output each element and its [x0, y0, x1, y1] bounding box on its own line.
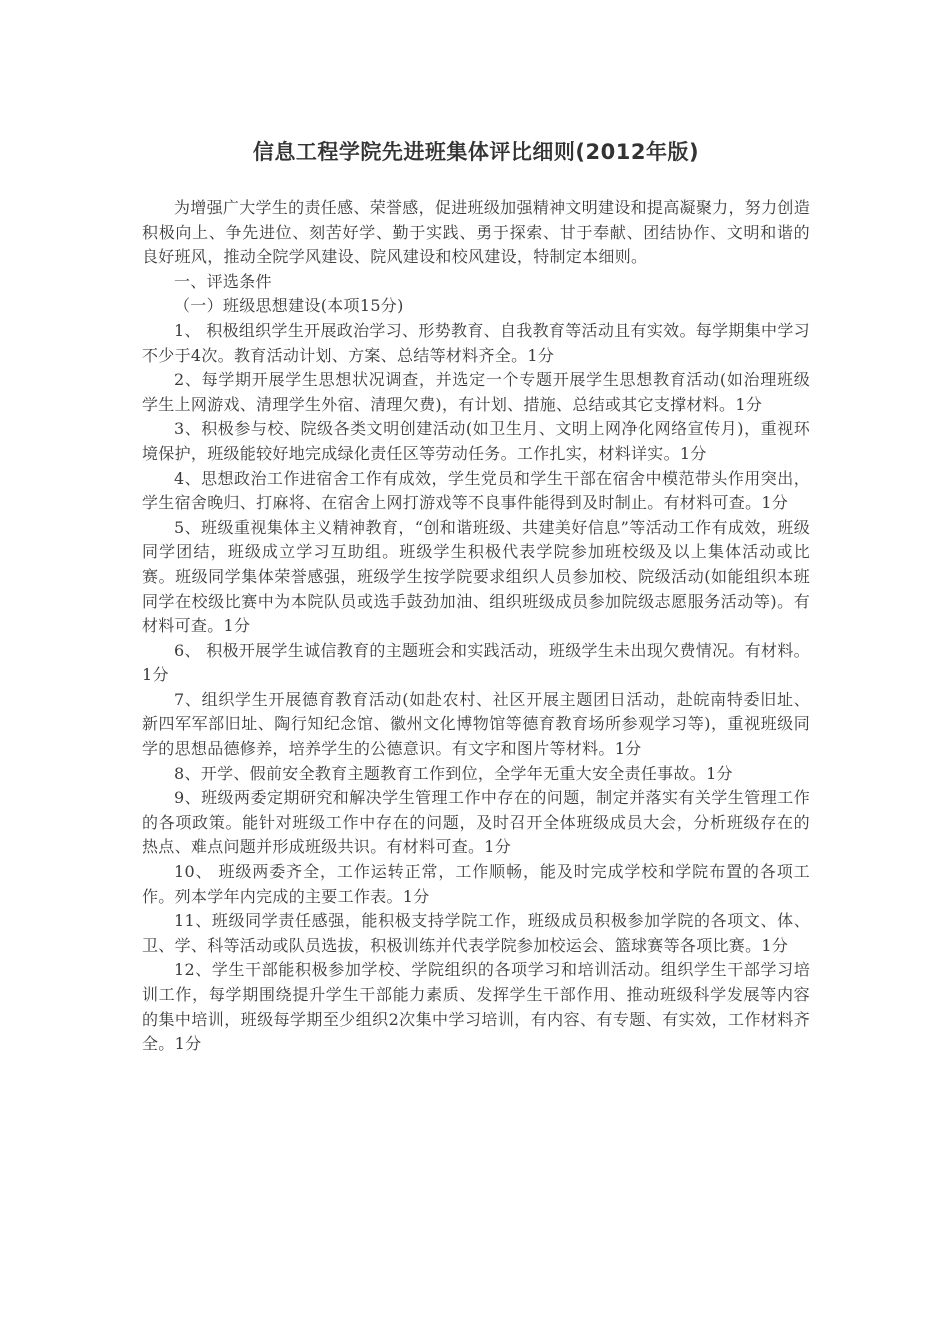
list-item: 7、组织学生开展德育教育活动(如赴农村、社区开展主题团日活动，赴皖南特委旧址、新四军军部旧址、陶行知纪念馆、徽州文化博物馆等德育教育场所参观学习等)，重视班级同学的思想品德修养，培养学生的公德意识。有文字和图片等材料。1分: [142, 689, 810, 759]
subsection-heading: （一）班级思想建设(本项15分): [174, 296, 404, 316]
list-item: 1、 积极组织学生开展政治学习、形势教育、自我教育等活动且有实效。每学期集中学习不少于4次。教育活动计划、方案、总结等材料齐全。1分: [142, 320, 810, 365]
section-heading: 一、评选条件: [174, 271, 272, 291]
document-body: [142, 196, 810, 1057]
list-item: 12、学生干部能积极参加学校、学院组织的各项学习和培训活动。组织学生干部学习培训工作，每学期围绕提升学生干部能力素质、发挥学生干部作用、推动班级科学发展等内容的集中培训，班级每学期至少组织2次集中学习培训，有内容、有专题、有实效，工作材料齐全。1分: [142, 960, 810, 1054]
document-title: 信息工程学院先进班集体评比细则(2012年版): [252, 140, 700, 164]
list-item: 3、积极参与校、院级各类文明创建活动(如卫生月、文明上网净化网络宣传月)，重视环境保护，班级能较好地完成绿化责任区等劳动任务。工作扎实，材料详实。1分: [142, 419, 810, 463]
list-item: 10、 班级两委齐全，工作运转正常，工作顺畅，能及时完成学校和学院布置的各项工作。列本学年内完成的主要工作表。1分: [142, 862, 810, 906]
list-item: 4、思想政治工作进宿舍工作有成效，学生党员和学生干部在宿舍中模范带头作用突出，学生宿舍晚归、打麻将、在宿舍上网打游戏等不良事件能得到及时制止。有材料可查。1分: [142, 468, 810, 513]
intro-paragraph: 为增强广大学生的责任感、荣誉感，促进班级加强精神文明建设和提高凝聚力，努力创造积极向上、争先进位、刻苦好学、勤于实践、勇于探索、甘于奉献、团结协作、文明和谐的良好班风，推动全院学风建设、院风建设和校风建设，特制定本细则。: [142, 198, 810, 267]
list-item: 2、每学期开展学生思想状况调查，并选定一个专题开展学生思想教育活动(如治理班级学生上网游戏、清理学生外宿、清理欠费)，有计划、措施、总结或其它支撑材料。1分: [142, 370, 810, 414]
list-item: 8、开学、假前安全教育主题教育工作到位，全学年无重大安全责任事故。1分: [174, 763, 733, 783]
list-item: 11、班级同学责任感强，能积极支持学院工作，班级成员积极参加学院的各项文、体、卫、学、科等活动或队员选拔，积极训练并代表学院参加校运会、篮球赛等各项比赛。1分: [142, 911, 810, 955]
list-item: 6、 积极开展学生诚信教育的主题班会和实践活动，班级学生未出现欠费情况。有材料。1分: [142, 640, 810, 685]
list-item: 9、班级两委定期研究和解决学生管理工作中存在的问题，制定并落实有关学生管理工作的各项政策。能针对班级工作中存在的问题，及时召开全体班级成员大会，分析班级存在的热点、难点问题并形成班级共识。有材料可查。1分: [142, 788, 810, 857]
list-item: 5、班级重视集体主义精神教育，“创和谐班级、共建美好信息”等活动工作有成效，班级同学团结，班级成立学习互助组。班级学生积极代表学院参加班校级及以上集体活动或比赛。班级同学集体荣誉感强，班级学生按学院要求组织人员参加校、院级活动(如能组织本班同学在校级比赛中为本院队员或选手鼓劲加油、组织班级成员参加院级志愿服务活动等)。有材料可查。1分: [142, 517, 810, 636]
